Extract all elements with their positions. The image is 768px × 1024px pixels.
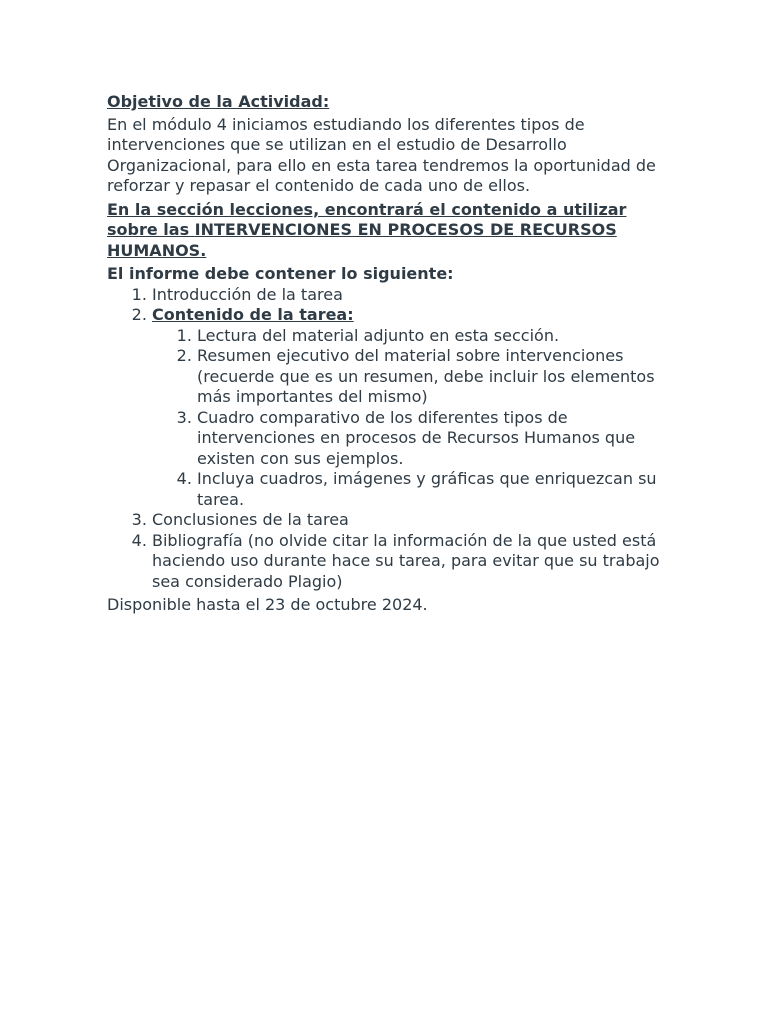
list-item-bibliography (152, 531, 667, 593)
list-item-label: Contenido de la tarea: (152, 305, 354, 324)
report-requirements-list (107, 285, 667, 593)
list-item-label: Bibliografía (no olvide citar la información de la que usted está haciendo uso durante hace su tarea, para evitar que su trabajo sea considerado Plagio) (152, 530, 660, 591)
list-item-conclusions (152, 510, 667, 531)
list-item-introduction (152, 285, 667, 306)
report-heading: El informe debe contener lo siguiente: (107, 264, 454, 283)
intro-paragraph: En el módulo 4 iniciamos estudiando los diferentes tipos de intervenciones que se utilizan en el estudio de Desarrollo Organizacional, para ello en esta tarea tendremos la oportunidad de reforzar y repasar el contenido de cada uno de ellos. (107, 114, 656, 195)
sublist-item: 4. Incluya cuadros, imágenes y gráficas que enriquezcan su tarea. (197, 469, 667, 510)
list-item-content (152, 305, 667, 510)
sublist-item: 3. Cuadro comparativo de los diferentes tipos de intervenciones en procesos de Recursos Humanos que existen con sus ejemplos. (197, 408, 667, 470)
list-item-label: Conclusiones de la tarea (152, 510, 349, 529)
document-content (107, 92, 667, 619)
available-until: Disponible hasta el 23 de octubre 2024. (107, 595, 428, 614)
content-sublist (152, 326, 667, 511)
sublist-item: 2. Resumen ejecutivo del material sobre intervenciones (recuerde que es un resumen, debe incluir los elementos más importantes del mismo) (197, 346, 667, 408)
section-note: En la sección lecciones, encontrará el contenido a utilizar sobre las INTERVENCIONES EN PROCESOS DE RECURSOS HUMANOS. (107, 199, 627, 260)
objective-heading: Objetivo de la Actividad: (107, 92, 330, 111)
sublist-item: 1. Lectura del material adjunto en esta sección. (197, 326, 667, 347)
list-item-label: Introducción de la tarea (152, 284, 343, 304)
